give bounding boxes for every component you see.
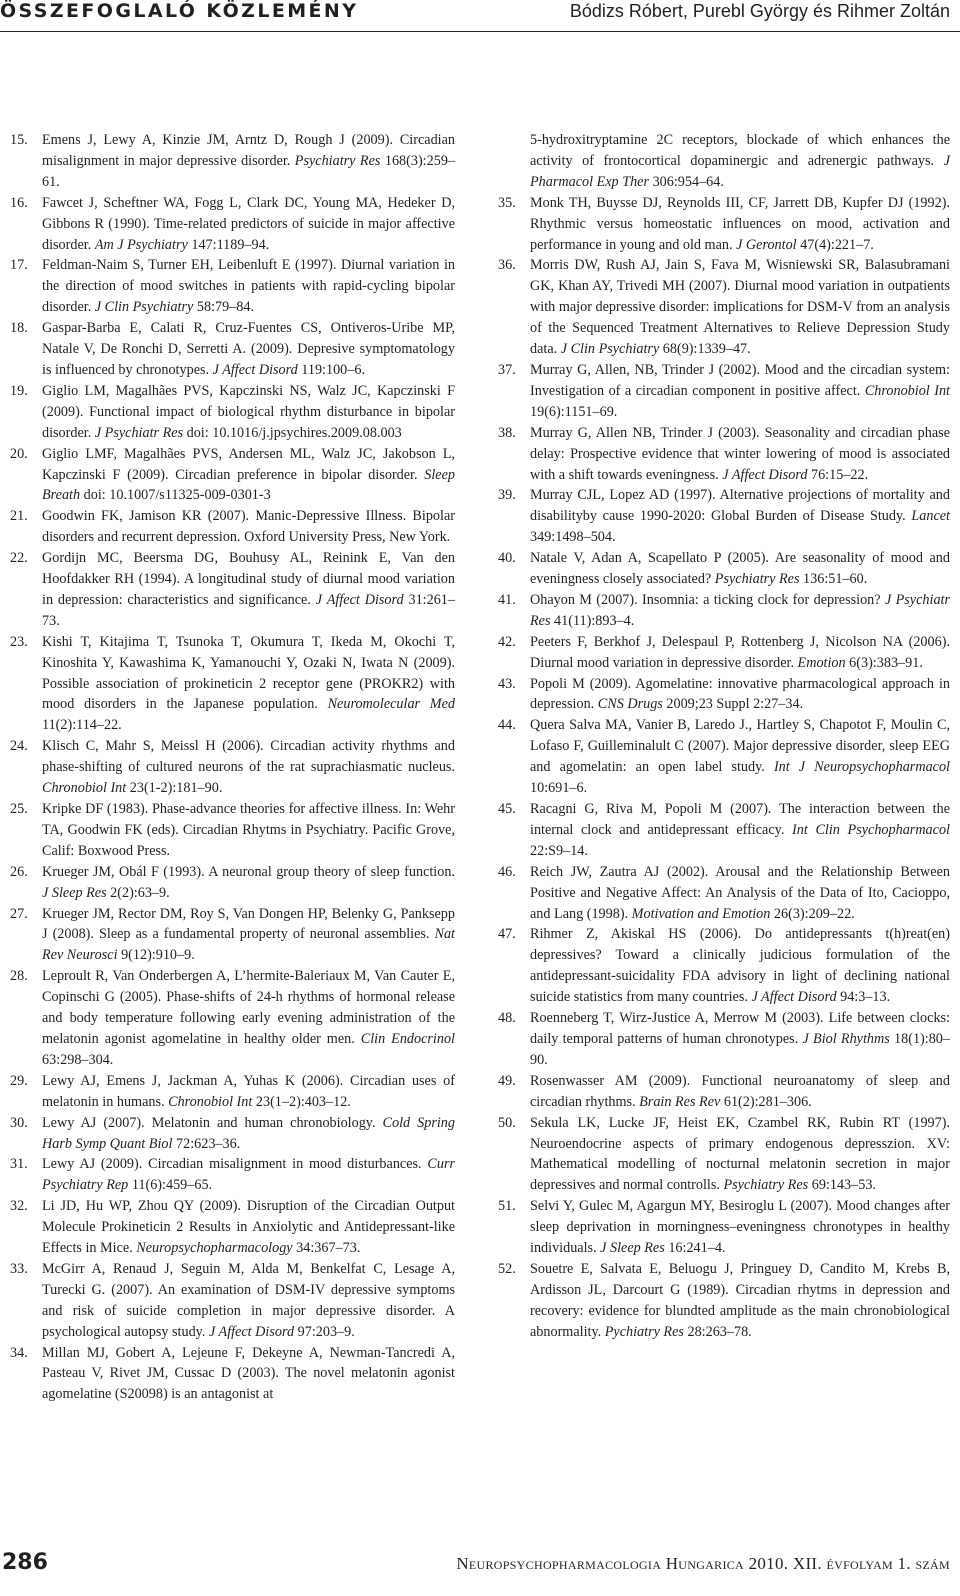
reference-item	[10, 318, 455, 381]
reference-journal: Sleep Breath	[42, 466, 455, 504]
reference-journal: Neuropsychopharmacology	[136, 1240, 293, 1257]
reference-item	[498, 799, 950, 862]
reference-text: Sekula LK, Lucke JF, Heist EK, Czambel RK, Rubin RT (1997). Neuroendocrine aspects of primary endogenous depresszion. XV: Mathematical modelling of nocturnal melatonin secretion in major depressives and normal controlls.	[530, 1114, 950, 1194]
reference-number: 31.	[10, 1156, 28, 1173]
reference-text: Feldman-Naim S, Turner EH, Leibenluft E (1997). Diurnal variation in the direction of mood switches in patients with rapid-cycling bipolar disorder.	[42, 257, 455, 316]
reference-number: 44.	[498, 717, 516, 734]
reference-details: 63:298–304.	[42, 1051, 114, 1068]
reference-journal: Chronobiol Int	[864, 382, 951, 399]
reference-item	[498, 548, 950, 590]
reference-journal: CNS Drugs	[597, 696, 663, 713]
reference-number: 15.	[10, 132, 28, 148]
reference-journal: Brain Res Rev	[639, 1093, 721, 1110]
reference-details: 94:3–13.	[836, 989, 891, 1006]
reference-journal: J Gerontol	[736, 236, 797, 253]
reference-journal: J Affect Disord	[208, 1323, 295, 1340]
reference-item	[498, 674, 950, 716]
reference-text: Krueger JM, Rector DM, Roy S, Van Dongen HP, Belenky G, Panksepp J (2008). Sleep as a fundamental property of neuronal assemblies.	[42, 905, 455, 943]
reference-number: 25.	[10, 801, 28, 817]
reference-item	[498, 485, 950, 548]
reference-text: Klisch C, Mahr S, Meissl H (2006). Circadian activity rhythms and phase-shifting of cultured neurons of the rat suprachiasmatic nucleus.	[42, 738, 455, 776]
reference-journal: Am J Psychiatry	[94, 236, 188, 253]
reference-item	[10, 904, 455, 967]
reference-details: 76:15–22.	[807, 466, 869, 483]
reference-number: 21.	[10, 508, 28, 525]
reference-details: 69:143–53.	[808, 1177, 876, 1194]
reference-number: 20.	[10, 445, 28, 462]
reference-number: 47.	[498, 926, 516, 943]
reference-number: 18.	[10, 320, 28, 337]
reference-number: 28.	[10, 968, 28, 985]
reference-text: Goodwin FK, Jamison KR (2007). Manic-Depressive Illness. Bipolar disorders and recurrent depression. Oxford University Press, New York.	[42, 508, 455, 546]
reference-journal: Int J Neuropsychopharmacol	[773, 759, 950, 776]
reference-details: 11(6):459–65.	[128, 1177, 213, 1194]
reference-number: 48.	[498, 1010, 516, 1027]
reference-item	[10, 1259, 455, 1343]
reference-text: Roenneberg T, Wirz-Justice A, Merrow M (2003). Life between clocks: daily temporal patterns of human chronotypes.	[530, 1010, 950, 1047]
reference-journal: Lancet	[911, 508, 950, 525]
reference-item	[10, 1154, 455, 1196]
reference-item	[10, 632, 455, 737]
reference-text: Ohayon M (2007). Insomnia: a ticking clock for depression?	[530, 591, 885, 608]
reference-journal: Int Clin Psychopharmacol	[792, 821, 950, 838]
reference-journal: J Sleep Res	[42, 884, 107, 901]
reference-item	[498, 1071, 950, 1113]
reference-details: doi: 10.1007/s11325-009-0301-3	[80, 487, 271, 504]
reference-text: Krueger JM, Obál F (1993). A neuronal group theory of sleep function.	[42, 863, 455, 880]
reference-text: 5-hydroxitryptamine 2C receptors, blockade of which enhances the activity of frontocortical dopaminergic and adrenergic pathways.	[530, 132, 950, 169]
reference-details: 9(12):910–9.	[117, 947, 195, 964]
reference-details: 168(3):259–61.	[42, 152, 456, 190]
reference-item	[10, 1071, 455, 1113]
reference-item	[498, 590, 950, 632]
reference-number: 43.	[498, 675, 516, 692]
reference-number: 19.	[10, 382, 28, 399]
reference-text: Gaspar-Barba E, Calati R, Cruz-Fuentes CS, Ontiveros-Uribe MP, Natale V, De Ronchi D, Serretti A. (2009). Depresive symptomatology is influenced by chronotypes.	[42, 320, 455, 378]
reference-item	[10, 736, 455, 799]
page-footer	[0, 1550, 960, 1596]
reference-text: Popoli M (2009). Agomelatine: innovative pharmacological approach in depression.	[530, 675, 950, 713]
reference-item	[498, 193, 950, 256]
reference-text: Reich JW, Zautra AJ (2002). Arousal and the Relationship Between Positive and Negative Affect: An Analysis of the Data of Ito, Cacioppo, and Lang (1998).	[530, 863, 950, 922]
reference-details: 41(11):893–4.	[550, 612, 635, 629]
reference-number: 36.	[498, 257, 516, 274]
reference-journal: J Pharmacol Exp Ther	[530, 152, 950, 190]
reference-journal: J Clin Psychiatry	[94, 299, 194, 316]
reference-details: 19(6):1151–69.	[530, 403, 618, 420]
reference-item	[10, 548, 455, 632]
reference-number: 38.	[498, 424, 516, 441]
reference-details: 136:51–60.	[799, 571, 868, 588]
reference-item	[498, 862, 950, 925]
reference-number: 33.	[10, 1260, 28, 1277]
reference-journal: Curr Psychiatry Rep	[42, 1156, 455, 1194]
reference-journal: Nat Rev Neurosci	[42, 926, 455, 964]
reference-details: 22:S9–14.	[530, 842, 588, 859]
reference-number: 26.	[10, 863, 28, 880]
reference-number: 39.	[498, 487, 516, 504]
reference-details: 306:954–64.	[649, 173, 724, 190]
reference-text: Fawcet J, Scheftner WA, Fogg L, Clark DC, Young MA, Hedeker D, Gibbons R (1990). Time-related predictors of suicide in major affective disorder.	[42, 194, 455, 253]
reference-journal: J Clin Psychiatry	[560, 341, 660, 358]
reference-details: 2009;23 Suppl 2:27–34.	[662, 696, 804, 713]
reference-item	[10, 1343, 455, 1406]
reference-text: Giglio LM, Magalhães PVS, Kapczinski NS, Walz JC, Kapczinski F (2009). Functional impact of biological rhythm disturbance in bipolar disorder.	[42, 382, 455, 441]
journal-footer: Neuropsychopharmacologia Hungarica 2010. XII. évfolyam 1. szám	[456, 1554, 950, 1573]
reference-item	[498, 924, 950, 1008]
reference-number: 27.	[10, 905, 28, 922]
reference-item	[10, 799, 455, 862]
reference-item	[10, 193, 455, 256]
reference-number: 41.	[498, 591, 516, 608]
reference-journal: J Sleep Res	[600, 1240, 665, 1257]
reference-item	[498, 1113, 950, 1197]
reference-number: 30.	[10, 1114, 28, 1131]
reference-number: 17.	[10, 257, 28, 274]
reference-details: 119:100–6.	[297, 361, 365, 378]
reference-journal: Psychiatry Res	[714, 571, 800, 588]
reference-item	[10, 130, 455, 193]
reference-number: 22.	[10, 550, 28, 567]
reference-journal: Cold Spring Harb Symp Quant Biol	[42, 1114, 455, 1152]
reference-journal: J Psychiatr Res	[94, 424, 184, 441]
reference-item	[10, 966, 455, 1071]
reference-text: Souetre E, Salvata E, Beluogu J, Pringuey D, Candito M, Krebs B, Ardisson JL, Darcourt G (1989). Circadian rhytms in depression and recovery: evidence for blundted amplitude as the main chronobiological abnormality.	[530, 1260, 950, 1340]
reference-text: Quera Salva MA, Vanier B, Laredo J., Hartley S, Chapotot F, Moulin C, Lofaso F, Guilleminalult C (2007). Major depressive disorder, sleep EEG and agomelatin: an open label study.	[530, 717, 950, 776]
reference-text: Morris DW, Rush AJ, Jain S, Fava M, Wisniewski SR, Balasubramani GK, Khan AY, Trivedi MH (2007). Diurnal mood variation in outpatients with major depressive disorder: implications for DSM-V from an analysis of the Sequenced Treatment Alternatives to Relieve Depression Study data.	[530, 257, 950, 358]
reference-number: 52.	[498, 1260, 516, 1277]
reference-journal: J Biol Rhythms	[802, 1030, 890, 1047]
reference-journal: Chronobiol Int	[168, 1093, 253, 1110]
reference-item	[498, 1008, 950, 1071]
reference-details: 10:691–6.	[530, 780, 588, 797]
page-number: 286	[2, 1550, 48, 1575]
reference-number: 45.	[498, 801, 516, 817]
reference-item	[10, 862, 455, 904]
reference-number: 49.	[498, 1072, 516, 1089]
reference-journal: Psychiatry Res	[723, 1177, 809, 1194]
reference-details: 34:367–73.	[292, 1240, 361, 1257]
reference-item	[10, 1196, 455, 1259]
reference-text: Kishi T, Kitajima T, Tsunoka T, Okumura T, Ikeda M, Okochi T, Kinoshita Y, Kawashima K, Yamanouchi Y, Ozaki N, Iwata N (2009). Possible association of prokineticin 2 receptor gene (PROKR2) with mood disorders in the Japanese population.	[42, 633, 455, 713]
reference-journal: Emotion	[797, 654, 846, 671]
reference-details: 72:623–36.	[172, 1135, 241, 1152]
reference-number: 51.	[498, 1198, 516, 1215]
reference-item	[498, 360, 950, 423]
reference-item	[498, 632, 950, 674]
reference-number: 34.	[10, 1344, 28, 1361]
reference-text: Lewy AJ (2009). Circadian misalignment in mood disturbances.	[42, 1156, 428, 1173]
reference-item	[10, 444, 455, 507]
reference-number: 24.	[10, 738, 28, 755]
reference-item	[498, 715, 950, 799]
reference-text: Selvi Y, Gulec M, Agargun MY, Besiroglu L (2007). Mood changes after sleep deprivation in morningness–eveningness chronotypes in healthy individuals.	[530, 1198, 950, 1257]
reference-text: Monk TH, Buysse DJ, Reynolds III, CF, Jarrett DB, Kupfer DJ (1992). Rhythmic versus homeostatic influences on mood, activation and performance in young and old man.	[530, 194, 950, 253]
reference-text: Gordijn MC, Beersma DG, Bouhusy AL, Reinink E, Van den Hoofdakker RH (1994). A longitudinal study of diurnal mood variation in depression: characteristics and significance.	[42, 550, 455, 608]
reference-details: 23(1–2):403–12.	[252, 1093, 351, 1110]
reference-text: Giglio LMF, Magalhães PVS, Andersen ML, Walz JC, Jakobson L, Kapczinski F (2009). Circadian preference in bipolar disorder.	[42, 445, 455, 483]
reference-text: Kripke DF (1983). Phase-advance theories for affective illness. In: Wehr TA, Goodwin FK (eds). Circadian Rhytms in Psychiatry. Pacific Grove, Calif: Boxwood Press.	[42, 801, 455, 859]
reference-number: 42.	[498, 633, 516, 650]
reference-number: 46.	[498, 863, 516, 880]
references-right-column	[498, 130, 950, 1343]
reference-details: 6(3):383–91.	[845, 654, 923, 671]
reference-number: 16.	[10, 194, 28, 211]
reference-journal: J Affect Disord	[722, 466, 808, 483]
reference-item	[498, 130, 950, 193]
references-left-column	[10, 130, 455, 1405]
reference-details: 2(2):63–9.	[106, 884, 170, 901]
reference-journal: J Affect Disord	[315, 591, 404, 608]
reference-journal: Motivation and Emotion	[631, 905, 771, 922]
reference-number: 40.	[498, 550, 516, 567]
reference-text: Leproult R, Van Onderbergen A, L’hermite-Baleriaux M, Van Cauter E, Copinschi G (2005). Phase-shifts of 24-h rhythms of hormonal release and body temperature following early evening administration of the melatonin agonist agomelatine in healthy older men.	[42, 968, 455, 1047]
reference-text: Murray CJL, Lopez AD (1997). Alternative projections of mortality and disabilityby cause 1990-2020: Global Burden of Disease Study.	[530, 487, 950, 525]
reference-text: McGirr A, Renaud J, Seguin M, Alda M, Benkelfat C, Lesage A, Turecki G. (2007). An examination of DSM-IV depressive symptoms and risk of suicide completion in major depressive disorder. A psychological autopsy study.	[42, 1260, 455, 1340]
reference-number: 37.	[498, 361, 516, 378]
reference-item	[10, 255, 455, 318]
reference-details: 11(2):114–22.	[42, 717, 122, 734]
reference-text: Peeters F, Berkhof J, Delespaul P, Rottenberg J, Nicolson NA (2006). Diurnal mood variation in depressive disorder.	[530, 633, 950, 671]
page-header	[0, 0, 960, 40]
reference-item	[498, 1196, 950, 1259]
reference-text: Murray G, Allen NB, Trinder J (2003). Seasonality and circadian phase delay: Prospective evidence that winter lowering of mood is associated with a shift towards eveningness.	[530, 424, 950, 483]
reference-item	[498, 255, 950, 360]
reference-journal: Psychiatry Res	[294, 152, 381, 169]
reference-item	[10, 506, 455, 548]
reference-details: 28:263–78.	[683, 1323, 752, 1340]
reference-details: 97:203–9.	[294, 1323, 355, 1340]
reference-text: Millan MJ, Gobert A, Lejeune F, Dekeyne A, Newman-Tancredi A, Pasteau V, Rivet JM, Cussac D (2003). The novel melatonin agonist agomelatine (S20098) is an antagonist at	[42, 1344, 455, 1403]
reference-details: 58:79–84.	[193, 299, 255, 316]
reference-journal: Chronobiol Int	[42, 780, 127, 797]
reference-text: Rihmer Z, Akiskal HS (2006). Do antidepressants t(h)reat(en) depressives? Toward a clinically judicious formulation of the antidepressant-suicidality FDA advisory in light of declining national suicide statistics from many countries.	[530, 926, 950, 1006]
running-head-authors: Bódizs Róbert, Purebl György és Rihmer Zoltán	[569, 1, 950, 21]
reference-number: 32.	[10, 1198, 28, 1215]
reference-details: 61(2):281–306.	[720, 1093, 812, 1110]
reference-item	[498, 423, 950, 486]
reference-journal: J Affect Disord	[212, 361, 298, 378]
reference-details: 68(9):1339–47.	[659, 341, 751, 358]
reference-text: Lewy AJ, Emens J, Jackman A, Yuhas K (2006). Circadian uses of melatonin in humans.	[42, 1072, 455, 1110]
reference-number: 29.	[10, 1072, 28, 1089]
reference-journal: Clin Endocrinol	[360, 1030, 455, 1047]
reference-details: 349:1498–504.	[530, 529, 616, 546]
reference-details: 23(1-2):181–90.	[126, 780, 223, 797]
reference-item	[498, 1259, 950, 1343]
reference-number: 23.	[10, 633, 28, 650]
reference-journal: J Affect Disord	[751, 989, 837, 1006]
section-title: ÖSSZEFOGLALÓ KÖZLEMÉNY	[0, 0, 359, 22]
reference-text: Racagni G, Riva M, Popoli M (2007). The interaction between the internal clock and antidepressant efficacy.	[530, 801, 950, 838]
reference-text: Lewy AJ (2007). Melatonin and human chronobiology.	[42, 1114, 383, 1131]
reference-number: 50.	[498, 1114, 516, 1131]
reference-journal: Neuromolecular Med	[327, 696, 455, 713]
header-rule	[0, 31, 960, 32]
reference-journal: Pychiatry Res	[604, 1323, 684, 1340]
reference-details: 26(3):209–22.	[770, 905, 855, 922]
reference-item	[10, 1113, 455, 1155]
reference-details: 18(1):80–90.	[530, 1030, 950, 1068]
reference-text: Natale V, Adan A, Scapellato P (2005). Are seasonality of mood and eveningness closely associated?	[530, 550, 950, 588]
reference-journal: J Psychiatr Res	[530, 591, 950, 629]
reference-details: 31:261–73.	[42, 591, 455, 629]
reference-details: doi: 10.1016/j.jpsychires.2009.08.003	[183, 424, 402, 441]
reference-details: 47(4):221–7.	[796, 236, 874, 253]
reference-number: 35.	[498, 194, 516, 211]
reference-details: 16:241–4.	[664, 1240, 726, 1257]
reference-details: 147:1189–94.	[187, 236, 270, 253]
reference-text: Emens J, Lewy A, Kinzie JM, Arntz D, Rough J (2009). Circadian misalignment in major depressive disorder.	[42, 132, 455, 169]
reference-text: Li JD, Hu WP, Zhou QY (2009). Disruption of the Circadian Output Molecule Prokineticin 2 Results in Anxiolytic and Antidepressant-like Effects in Mice.	[42, 1198, 455, 1257]
reference-item	[10, 381, 455, 444]
reference-text: Rosenwasser AM (2009). Functional neuroanatomy of sleep and circadian rhythms.	[530, 1072, 950, 1110]
reference-text: Murray G, Allen, NB, Trinder J (2002). Mood and the circadian system: Investigation of a circadian component in positive affect.	[530, 361, 950, 399]
